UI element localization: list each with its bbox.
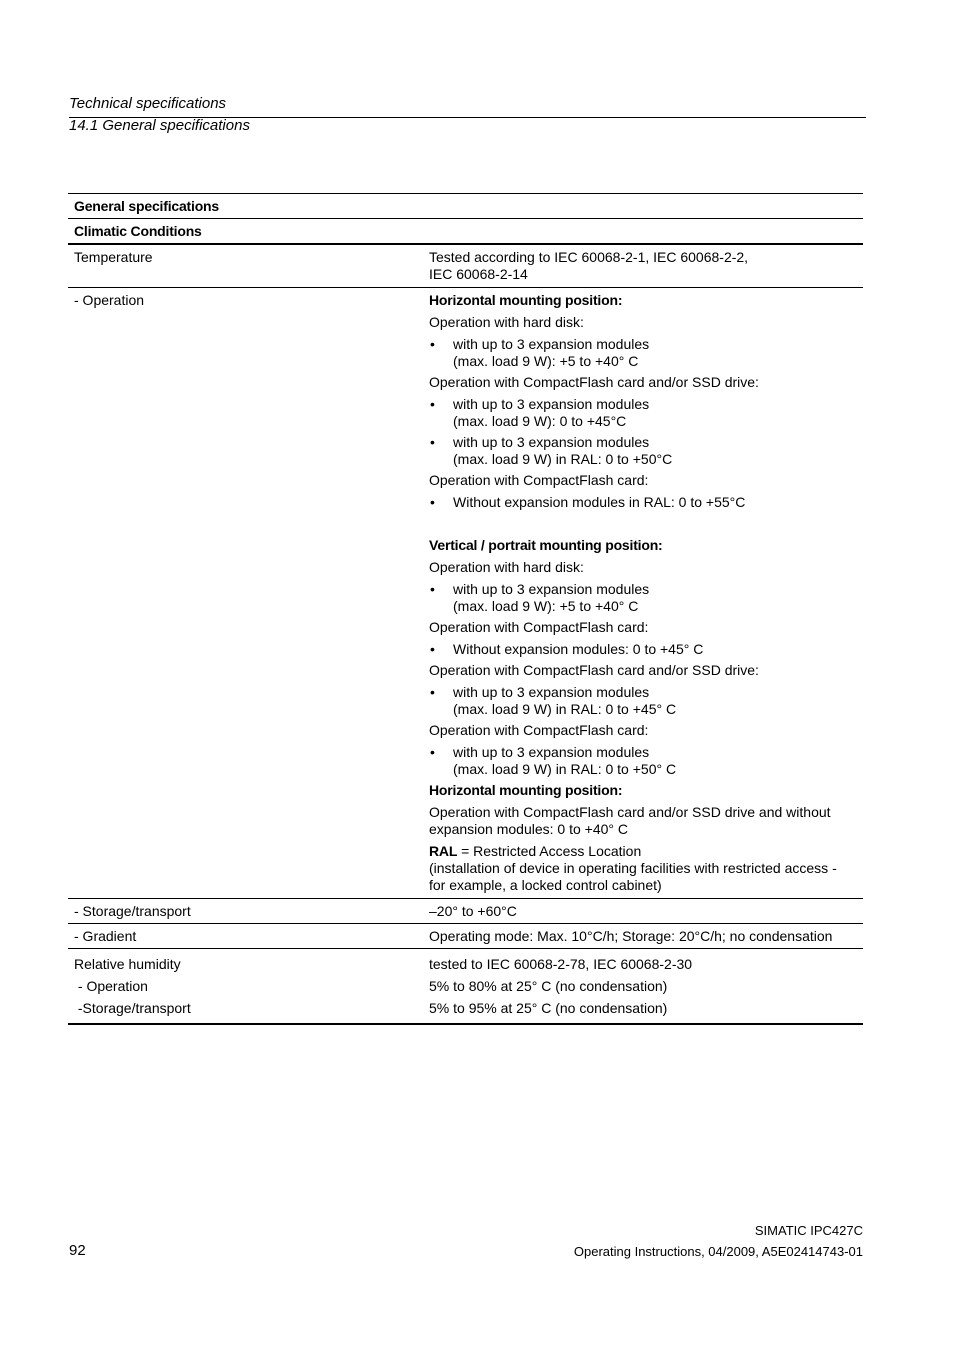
table-row-temperature bbox=[68, 245, 863, 288]
operation-label: - Operation bbox=[74, 292, 145, 308]
list-item: • with up to 3 expansion modules (max. load 9 W) in RAL: 0 to +50° C bbox=[430, 744, 677, 777]
op-text: Operation with CompactFlash card and/or SSD drive and without expansion modules: 0 to +40° C bbox=[429, 804, 831, 837]
op-text: Operation with hard disk: bbox=[429, 559, 584, 575]
humidity-storage-value: 5% to 95% at 25° C (no condensation) bbox=[429, 1000, 668, 1016]
list-item: • with up to 3 expansion modules (max. load 9 W) in RAL: 0 to +50°C bbox=[430, 434, 673, 467]
list-item: • with up to 3 expansion modules (max. load 9 W): +5 to +40° C bbox=[430, 336, 650, 369]
ral-abbreviation: RAL bbox=[429, 843, 458, 859]
list-item: • Without expansion modules: 0 to +45° C bbox=[430, 641, 704, 657]
list-item: • with up to 3 expansion modules (max. load 9 W) in RAL: 0 to +45° C bbox=[430, 684, 677, 717]
chapter-header: Technical specifications bbox=[69, 95, 227, 112]
gradient-label: - Gradient bbox=[74, 928, 137, 944]
humidity-value: tested to IEC 60068-2-78, IEC 60068-2-30 bbox=[429, 956, 693, 972]
op-text: Operation with CompactFlash card: bbox=[429, 619, 649, 635]
spec-table bbox=[68, 193, 863, 1025]
footer-doc-info: Operating Instructions, 04/2009, A5E02414743-01 bbox=[573, 1244, 863, 1259]
table-subtitle: Climatic Conditions bbox=[68, 219, 863, 245]
humidity-label: Relative humidity bbox=[74, 956, 181, 972]
list-item: • with up to 3 expansion modules (max. load 9 W): +5 to +40° C bbox=[430, 581, 650, 614]
section-header: 14.1 General specifications bbox=[69, 117, 250, 134]
horizontal-heading-2: Horizontal mounting position: bbox=[429, 782, 623, 798]
table-row-humidity bbox=[68, 949, 863, 1023]
op-text: Operation with CompactFlash card and/or SSD drive: bbox=[429, 662, 759, 678]
op-text: Operation with CompactFlash card and/or SSD drive: bbox=[429, 374, 759, 390]
storage-label: - Storage/transport bbox=[74, 903, 191, 919]
vertical-heading: Vertical / portrait mounting position: bbox=[429, 537, 663, 553]
op-text: Operation with CompactFlash card: bbox=[429, 722, 649, 738]
list-item: • Without expansion modules in RAL: 0 to +55°C bbox=[430, 494, 746, 510]
footer-product: SIMATIC IPC427C bbox=[754, 1223, 863, 1238]
temperature-value-line1: Tested according to IEC 60068-2-1, IEC 60068-2-2, bbox=[429, 249, 749, 265]
temperature-value-line2: IEC 60068-2-14 bbox=[429, 266, 528, 282]
temperature-label: Temperature bbox=[74, 249, 153, 265]
horizontal-heading: Horizontal mounting position: bbox=[429, 292, 623, 308]
table-row-operation bbox=[68, 288, 863, 899]
table-title: General specifications bbox=[68, 194, 863, 219]
humidity-storage-label: -Storage/transport bbox=[74, 1000, 191, 1016]
list-item: • with up to 3 expansion modules (max. load 9 W): 0 to +45°C bbox=[430, 396, 650, 429]
table-row-gradient bbox=[68, 924, 863, 949]
ral-note: RAL = Restricted Access Location (installation of device in operating facilities with restricted access - for example, a locked control cabinet) bbox=[429, 843, 837, 893]
page-number: 92 bbox=[69, 1242, 86, 1259]
table-row-storage bbox=[68, 899, 863, 924]
op-text: Operation with CompactFlash card: bbox=[429, 472, 649, 488]
storage-value: –20° to +60°C bbox=[429, 903, 517, 919]
gradient-value: Operating mode: Max. 10°C/h; Storage: 20°C/h; no condensation bbox=[429, 928, 833, 944]
humidity-operation-value: 5% to 80% at 25° C (no condensation) bbox=[429, 978, 668, 994]
op-text: Operation with hard disk: bbox=[429, 314, 584, 330]
humidity-operation-label: - Operation bbox=[74, 978, 148, 994]
